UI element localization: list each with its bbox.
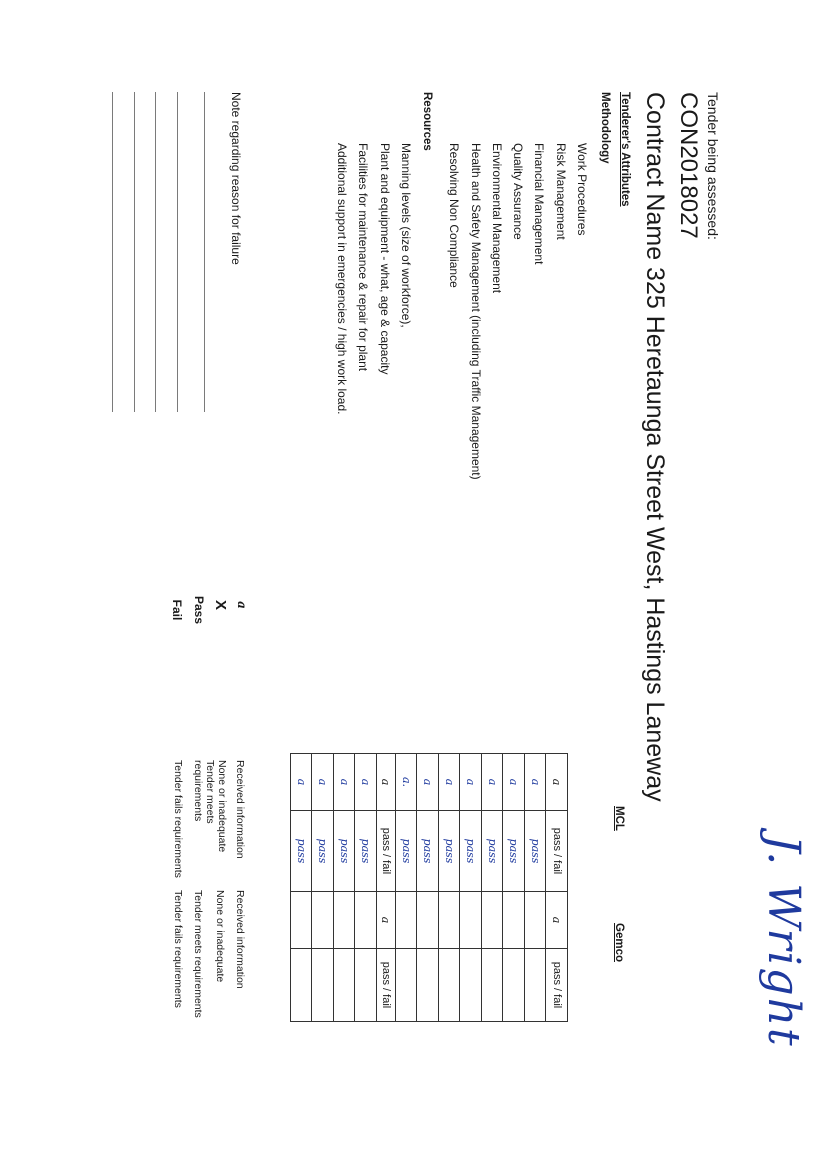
legend-meets: Tender meets requirements <box>192 890 204 1018</box>
list-item: Financial Management <box>532 143 547 265</box>
legend-fails: Tender fails requirements <box>172 890 184 1008</box>
table-row: a pass <box>482 754 504 1022</box>
legend-fails: Tender fails requirements <box>172 760 184 878</box>
contract-number: CON2018027 <box>675 92 702 239</box>
list-item: Facilities for maintenance & repair for plant <box>356 143 371 372</box>
list-item: Resolving Non Compliance <box>447 143 462 288</box>
table-row: a pass <box>503 754 525 1022</box>
list-item: Risk Management <box>553 143 568 240</box>
table-row: a pass <box>460 754 482 1022</box>
legend-none-symbol: X <box>212 599 229 610</box>
table-row: a pass / fail a pass / fail <box>546 754 568 1022</box>
legend-meets: Tender meets <box>204 760 216 824</box>
list-item: Manning levels (size of workforce), <box>399 143 413 328</box>
table-row: a pass / fail a pass / fail <box>377 754 396 1022</box>
list-item: Additional support in emergencies / high work load. <box>335 143 350 415</box>
table-row: a pass <box>525 754 547 1022</box>
methodology-heading: Methodology <box>599 92 611 164</box>
tender-label: Tender being assessed: <box>705 92 721 240</box>
legend-pass: Pass <box>192 595 206 625</box>
table-row: a pass <box>355 754 377 1022</box>
contract-name: Contract Name 325 Heretaunga Street West, Hastings Laneway <box>641 92 669 802</box>
resources-list <box>331 143 416 415</box>
table-row: a pass <box>417 754 439 1022</box>
note-line <box>204 92 205 412</box>
table-row: a. pass <box>396 754 418 1022</box>
legend-received: Received information <box>234 890 246 989</box>
legend-received: Received information <box>234 760 246 859</box>
legend-received-symbol: a <box>235 601 249 609</box>
tenderer-attributes-heading: Tenderer's Attributes <box>619 92 631 207</box>
legend-meets-cont: requirements <box>192 760 204 822</box>
legend-none: None or inadequate <box>214 890 226 983</box>
legend-none: None or inadequate <box>216 760 228 853</box>
assessment-grid <box>290 753 568 1022</box>
list-item: Quality Assurance <box>511 143 526 240</box>
company-mcl: MCL <box>613 806 625 831</box>
failure-note-label: Note regarding reason for failure <box>229 92 243 265</box>
note-line <box>177 92 178 412</box>
list-item: Health and Safety Management (including Traffic Management) <box>468 143 483 480</box>
methodology-list <box>443 143 592 480</box>
note-line <box>134 92 135 412</box>
table-row: a pass <box>334 754 356 1022</box>
table-row: a pass <box>312 754 334 1022</box>
table-row: a pass <box>291 754 313 1022</box>
company-gemco: Gemco <box>613 923 625 962</box>
list-item: Work Procedures <box>575 143 589 236</box>
note-line <box>155 92 156 412</box>
resources-heading: Resources <box>421 92 433 151</box>
note-line <box>112 92 113 412</box>
table-row: a pass <box>439 754 461 1022</box>
signature: J. Wright <box>758 835 809 1048</box>
list-item: Plant and equipment - what, age & capacity <box>377 143 392 375</box>
legend-fail: Fail <box>170 599 184 621</box>
list-item: Environmental Management <box>489 143 504 294</box>
